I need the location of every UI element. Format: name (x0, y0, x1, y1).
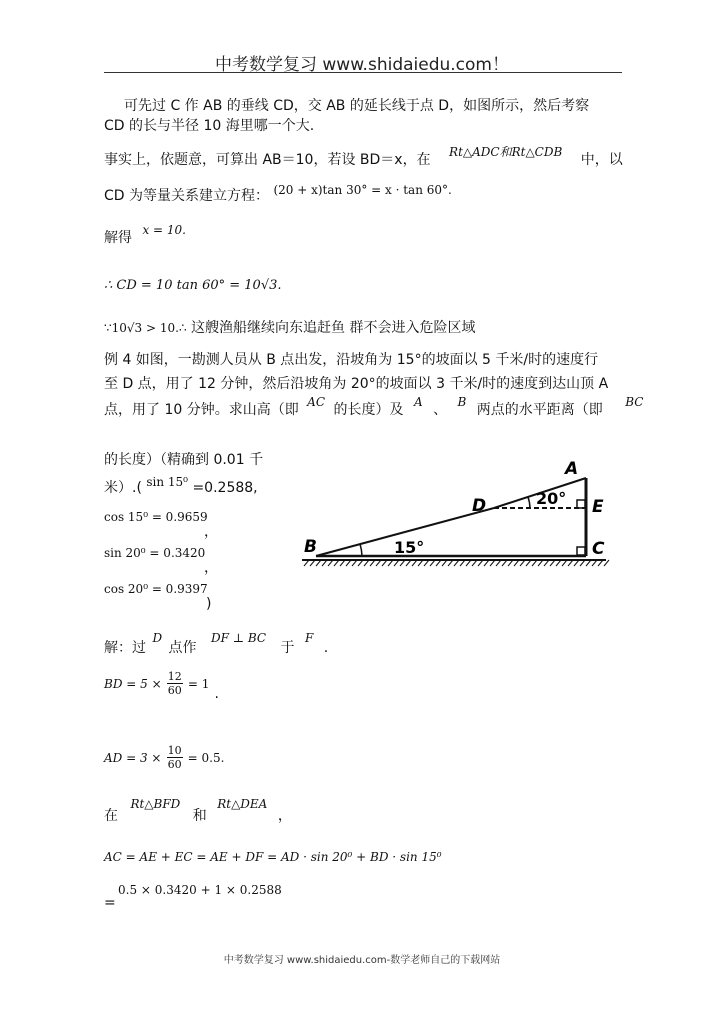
equation-part: BD = 5 × (104, 677, 162, 691)
text-segment: 这艘渔船继续向东追赶鱼 群不会进入危险区域 (191, 320, 476, 336)
right-angle-e (577, 500, 585, 508)
punctuation: . (214, 686, 219, 702)
equation-ac: AC = AE + EC = AE + DF = AD · sin 20⁰ + BD · sin 15⁰ (104, 850, 442, 864)
math-expression: Rt△DEA (217, 797, 268, 811)
slope-figure (296, 452, 612, 578)
math-symbol: AC (307, 395, 326, 409)
paragraph-line: CD 的长与半径 10 海里哪一个大. (104, 118, 315, 134)
example-line: 的长度）（精确到 0.01 千 (104, 452, 264, 468)
math-expression: Rt△BFD (130, 797, 181, 811)
text-segment: CD 为等量关系建立方程： (104, 188, 270, 204)
equation-value: 0.5 × 0.3420 + 1 × 0.2588 (118, 883, 282, 897)
label-angle-20: 20° (536, 489, 567, 508)
paragraph-line (104, 223, 186, 248)
denominator: 60 (167, 684, 182, 697)
math-symbol: A (413, 395, 423, 409)
equation-ad (104, 744, 224, 771)
text-segment: 解：过 (104, 640, 146, 656)
angle-arc-20 (528, 497, 530, 508)
text-segment: 点作 (168, 640, 197, 656)
equation: x = 10. (142, 223, 186, 237)
right-angle-c (577, 547, 585, 555)
text-segment: 于 (280, 640, 295, 656)
text-segment: 、 (433, 402, 448, 418)
example-line: 例 4 如图，一勘测人员从 B 点出发，沿坡角为 15°的坡面以 5 千米/时的速度行 (104, 352, 599, 368)
equation-part: = 1 (187, 677, 210, 691)
fraction (167, 744, 183, 771)
solution-line (104, 631, 329, 658)
label-angle-15: 15° (394, 538, 425, 557)
text-segment: 和 (192, 808, 207, 824)
equation: ∴ CD = 10 tan 60° = 10√3. (104, 278, 282, 293)
given-value: cos 20⁰ = 0.9397 (104, 582, 208, 596)
given-value: sin 20⁰ = 0.3420 (104, 546, 206, 560)
label-e: E (592, 497, 604, 517)
punctuation: ， (204, 524, 218, 540)
math-expression: DF ⊥ BC (210, 631, 267, 645)
page-footer: 中考数学复习 www.shidaiedu.com-数学老师自己的下载网站 (223, 955, 501, 966)
equation-bd (104, 670, 219, 702)
text-segment: 米）.( (104, 480, 142, 496)
paragraph-line (104, 183, 452, 206)
text-segment: 点，用了 10 分钟。求山高（即 (104, 402, 299, 418)
punctuation: ， (204, 560, 218, 576)
math-symbol: BC (625, 395, 644, 409)
label-b: B (304, 537, 317, 557)
numerator: 10 (167, 744, 182, 757)
label-c: C (592, 539, 605, 559)
math-expression: ∵10√3 > 10.∴ (104, 321, 187, 335)
solution-line (104, 797, 292, 826)
paragraph-line (104, 318, 476, 338)
example-line (104, 475, 258, 498)
text-segment: =0.2588, (192, 480, 258, 496)
label-d: D (472, 496, 487, 516)
text-segment: . (323, 640, 329, 656)
math-symbol: F (304, 631, 314, 645)
label-a: A (565, 459, 579, 479)
math-expression: sin 15⁰ (146, 475, 188, 489)
example-line: 至 D 点，用了 12 分钟，然后沿坡角为 20°的坡面以 3 千米/时的速度到达山顶 A (104, 376, 609, 392)
math-expression: Rt△ADC和Rt△CDB (449, 145, 563, 159)
text-segment: 在 (104, 808, 118, 824)
text-segment: 的长度）及 (333, 402, 404, 418)
example-line (104, 395, 644, 420)
ground-hatch (302, 560, 609, 566)
equals-sign: = (104, 895, 116, 911)
numerator: 12 (167, 670, 182, 683)
equation-part: AD = 3 × (104, 751, 162, 765)
punctuation: ) (206, 596, 212, 612)
paragraph-line: 可先过 C 作 AB 的垂线 CD，交 AB 的延长线于点 D，如图所示，然后考察 (124, 98, 590, 114)
text-segment: ， (277, 808, 292, 824)
text-segment: 事实上，依题意，可算出 AB＝10，若设 BD＝x，在 (104, 152, 431, 168)
math-symbol: D (152, 631, 163, 645)
denominator: 60 (167, 758, 182, 771)
equation: (20 + x)tan 30° = x · tan 60°. (273, 183, 452, 197)
equation-part: = 0.5. (187, 751, 225, 765)
header-rule (104, 72, 622, 73)
math-symbol: B (457, 395, 467, 409)
angle-arc-15 (360, 544, 362, 556)
given-value: cos 15⁰ = 0.9659 (104, 510, 208, 524)
text-segment: 两点的水平距离（即 (476, 402, 603, 418)
page-header: 中考数学复习 www.shidaiedu.com！ (215, 55, 509, 75)
fraction (167, 670, 183, 697)
text-segment: 中，以 (580, 152, 623, 168)
text-segment: 解得 (104, 230, 132, 246)
paragraph-line (104, 145, 623, 170)
